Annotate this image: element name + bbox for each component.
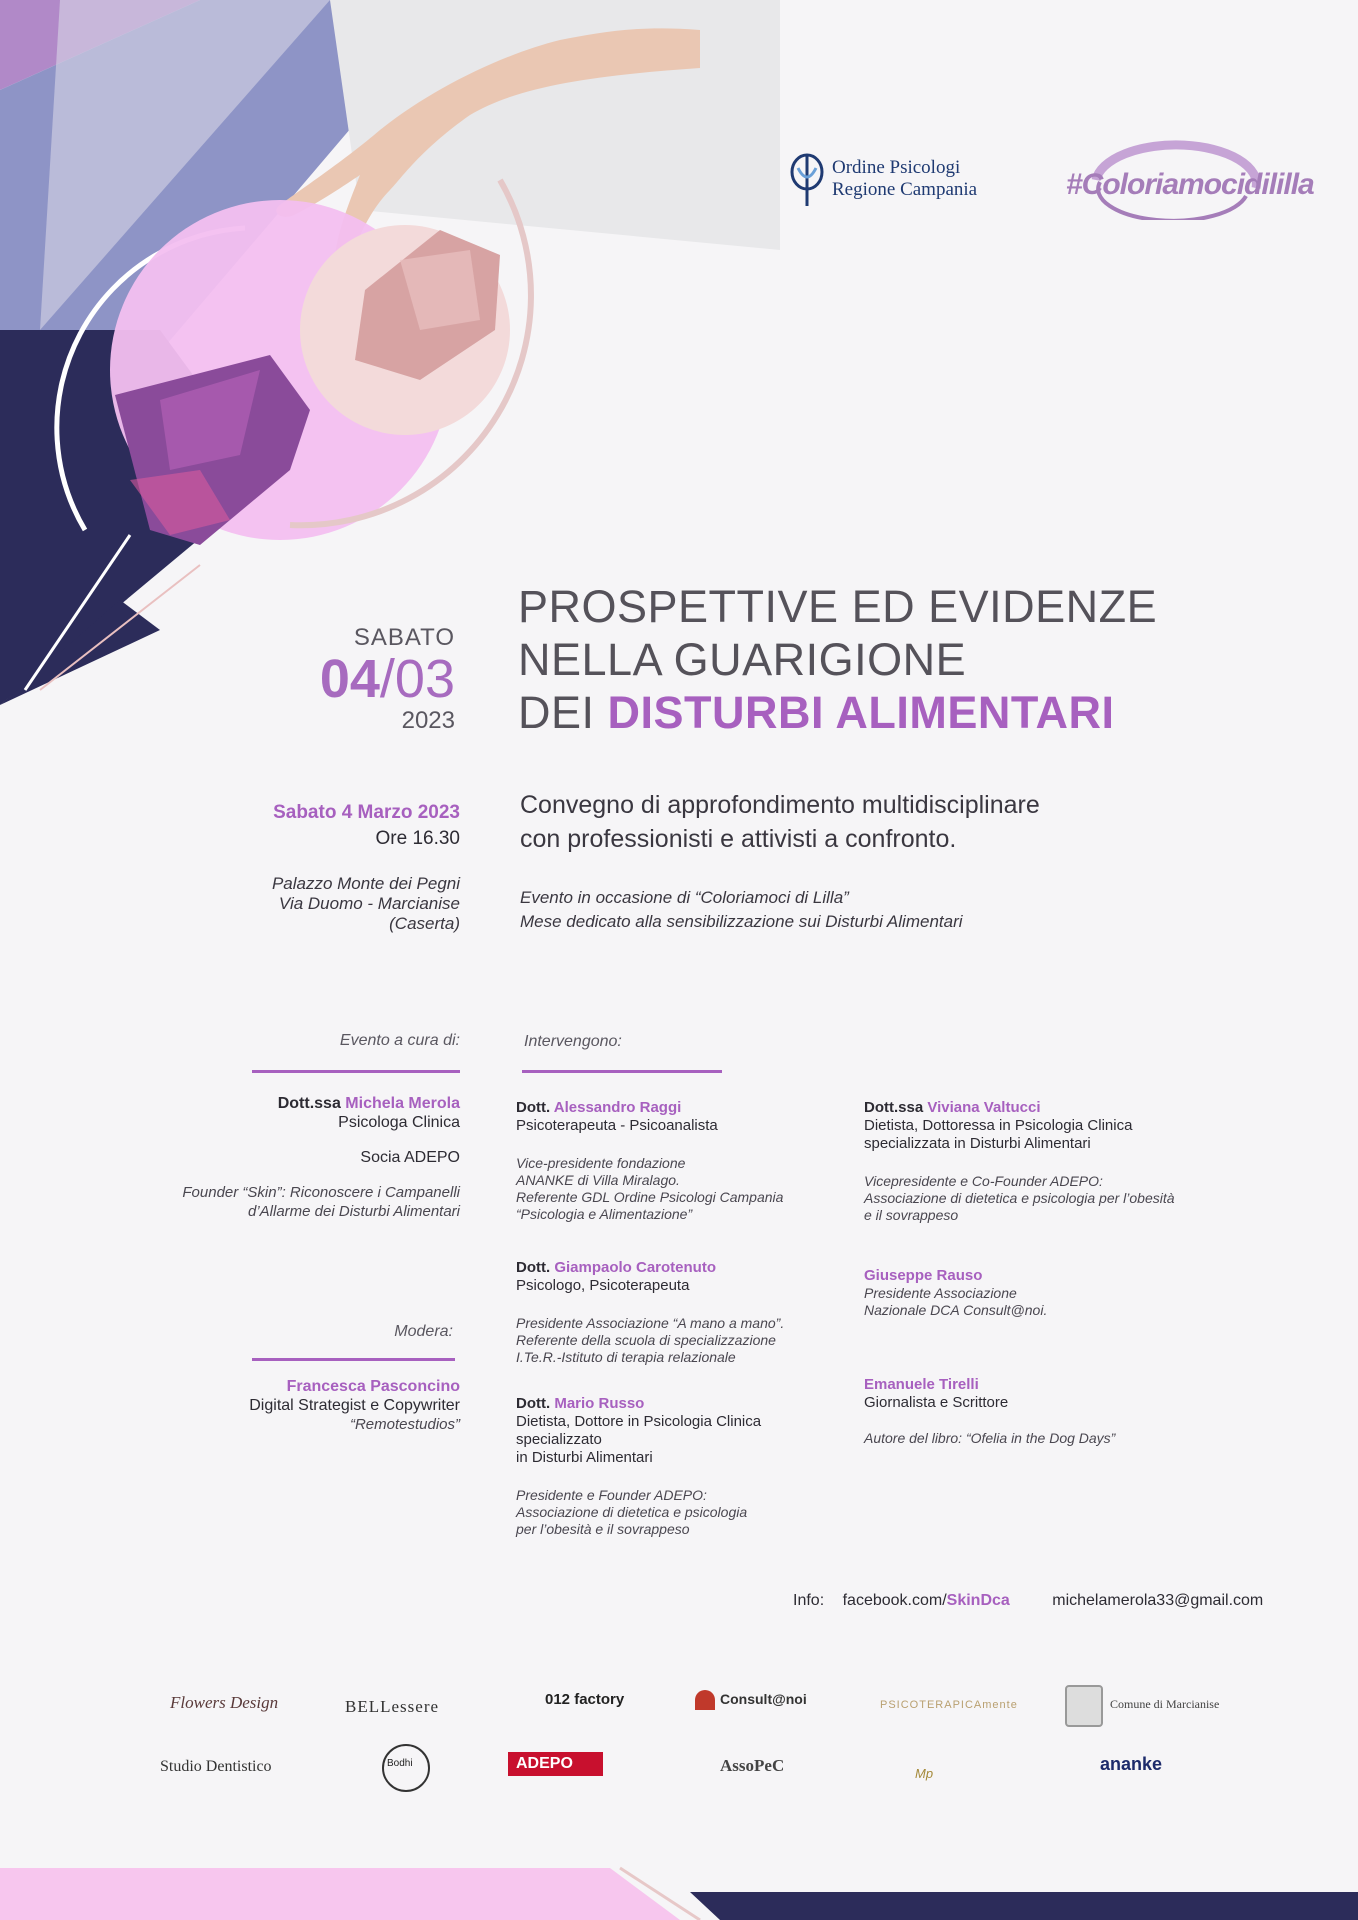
moderator-info [150,1377,460,1433]
facebook-link[interactable]: facebook.com/SkinDca [842,1592,1010,1609]
event-date: Sabato 4 Marzo 2023 [273,802,460,823]
bottom-navy-stripe [690,1892,1358,1920]
psi-icon [790,150,824,208]
organizer-rule [252,1070,460,1073]
event-info [200,800,460,934]
subtitle [520,788,1040,856]
date-main [230,651,455,707]
date-day-label: SABATO [353,624,455,651]
footer-info-label: Info: [793,1592,825,1609]
coloriamoci-logo [1066,140,1314,220]
title-line3: DEI DISTURBI ALIMENTARI [518,687,1115,738]
sponsor-logo: Flowers Design [170,1693,279,1712]
sponsor-logo: Consult@noi [720,1691,807,1707]
title-line1: PROSPETTIVE ED EVIDENZE [518,581,1158,632]
sponsor-logo: AssoPeC [720,1756,785,1775]
organizer-name: Michela Merola [345,1095,460,1112]
organizer-role: Psicologa Clinica [338,1114,460,1131]
title-highlight: DISTURBI ALIMENTARI [607,687,1115,738]
subtitle-line1: Convegno di approfondimento multidisciplinare [520,791,1040,819]
speakers-label: Intervengono: [524,1033,622,1050]
speaker-card: Dott. Giampaolo Carotenuto Psicologo, Psicoterapeuta Presidente Associazione “A mano a mano”. Referente della scuola di specializzazione I.Te.R.-Istituto di terapia relazionale [516,1259,785,1365]
crest-icon [1065,1685,1103,1727]
heart-icon [695,1690,715,1710]
speaker-name: Viviana Valtucci [927,1099,1041,1116]
organizer-section [250,1032,460,1050]
sponsor-logo: 012 factory [545,1691,625,1708]
date-block [230,625,455,735]
sponsor-logo: ADEPO [508,1752,603,1776]
event-note-line1: Evento in occasione di “Coloriamoci di Lilla” [520,888,849,907]
date-month: 03 [394,649,455,709]
speaker-card: Giuseppe Rauso Presidente Associazione Nazionale DCA Consult@noi. [864,1267,1048,1318]
event-time: Ore 16.30 [375,828,460,849]
speaker-card: Dott. Alessandro Raggi Psicoterapeuta - Psicoanalista Vice-presidente fondazione ANANKE di Villa Miralago. Referente GDL Ordine Psicologi Campania “Psicologia e Alimentazione” [516,1099,784,1222]
organizer-member: Socia ADEPO [360,1149,460,1166]
sponsor-logo: Comune di Marcianise [1110,1697,1220,1711]
sponsor-logo: ananke [1100,1754,1163,1774]
email-link[interactable]: michelamerola33@gmail.com [1052,1592,1264,1609]
speaker-name: Giuseppe Rauso [864,1267,983,1284]
org-logo-line2: Regione Campania [832,179,978,200]
page-title [518,580,1157,739]
sponsor-logo: BELLessere [345,1697,440,1716]
subtitle-line2: con professionisti e attivisti a confronto. [520,825,957,853]
moderator-section [250,1323,453,1341]
title-line2: NELLA GUARIGIONE [518,634,967,685]
ordine-psicologi-logo [790,150,977,208]
organizer-note: Founder “Skin”: Riconoscere i Campanelli d’Allarme dei Disturbi Alimentari [182,1184,460,1220]
sponsor-logo: Bodhi [387,1758,413,1769]
campaign-logo-text: #Coloriamocidililla [1066,168,1314,201]
moderator-name: Francesca Pasconcino [286,1378,460,1395]
speakers-col1 [516,1098,836,1538]
speaker-name: Alessandro Raggi [553,1099,682,1116]
event-place: Palazzo Monte dei Pegni Via Duomo - Marcianise (Caserta) [271,874,460,933]
moderator-label: Modera: [394,1323,453,1340]
org-logo-line1: Ordine Psicologi [832,157,961,178]
organizer-info: Dott.ssa Michela Merola Psicologa Clinica Socia ADEPO Founder “Skin”: Riconoscere i Campanelli d’Allarme dei Disturbi Alimentari [140,1094,460,1221]
speaker-card: Dott. Mario Russo Dietista, Dottore in Psicologia Clinica specializzato in Disturbi Alimentari Presidente e Founder ADEPO: Associazione di dietetica e psicologia per l’obesità e il sovrappeso [516,1395,762,1537]
date-sep: / [379,649,395,709]
speaker-card: Dott.ssa Viviana Valtucci Dietista, Dottoressa in Psicologia Clinica specializzata in Disturbi Alimentari Vicepresidente e Co-Founder ADEPO: Associazione di dietetica e psicologia per l’obesità e il sovrappeso [864,1099,1175,1223]
moderator-note: “Remotestudios” [349,1416,460,1433]
date-day: 04 [319,649,380,709]
event-note [520,886,963,934]
event-note-line2: Mese dedicato alla sensibilizzazione sui Disturbi Alimentari [520,912,963,931]
moderator-role: Digital Strategist e Copywriter [249,1397,460,1414]
speakers-col2 [864,1098,1244,1447]
speaker-name: Giampaolo Carotenuto [554,1259,717,1276]
date-year: 2023 [401,707,455,734]
organizer-label: Evento a cura di: [339,1032,460,1049]
moderator-rule [252,1358,455,1361]
sponsor-logo: Studio Dentistico [160,1758,272,1775]
bottom-pink-stripe [0,1868,680,1920]
footer [793,1592,1263,1610]
speaker-name: Mario Russo [554,1395,645,1412]
speaker-name: Emanuele Tirelli [864,1376,979,1393]
sponsor-logo: Mp [915,1766,934,1781]
speakers-rule [522,1070,722,1073]
sponsor-logo: PSICOTERAPICAmente [880,1699,1018,1711]
speaker-card: Emanuele Tirelli Giornalista e Scrittore Autore del libro: “Ofelia in the Dog Days” [864,1376,1116,1446]
